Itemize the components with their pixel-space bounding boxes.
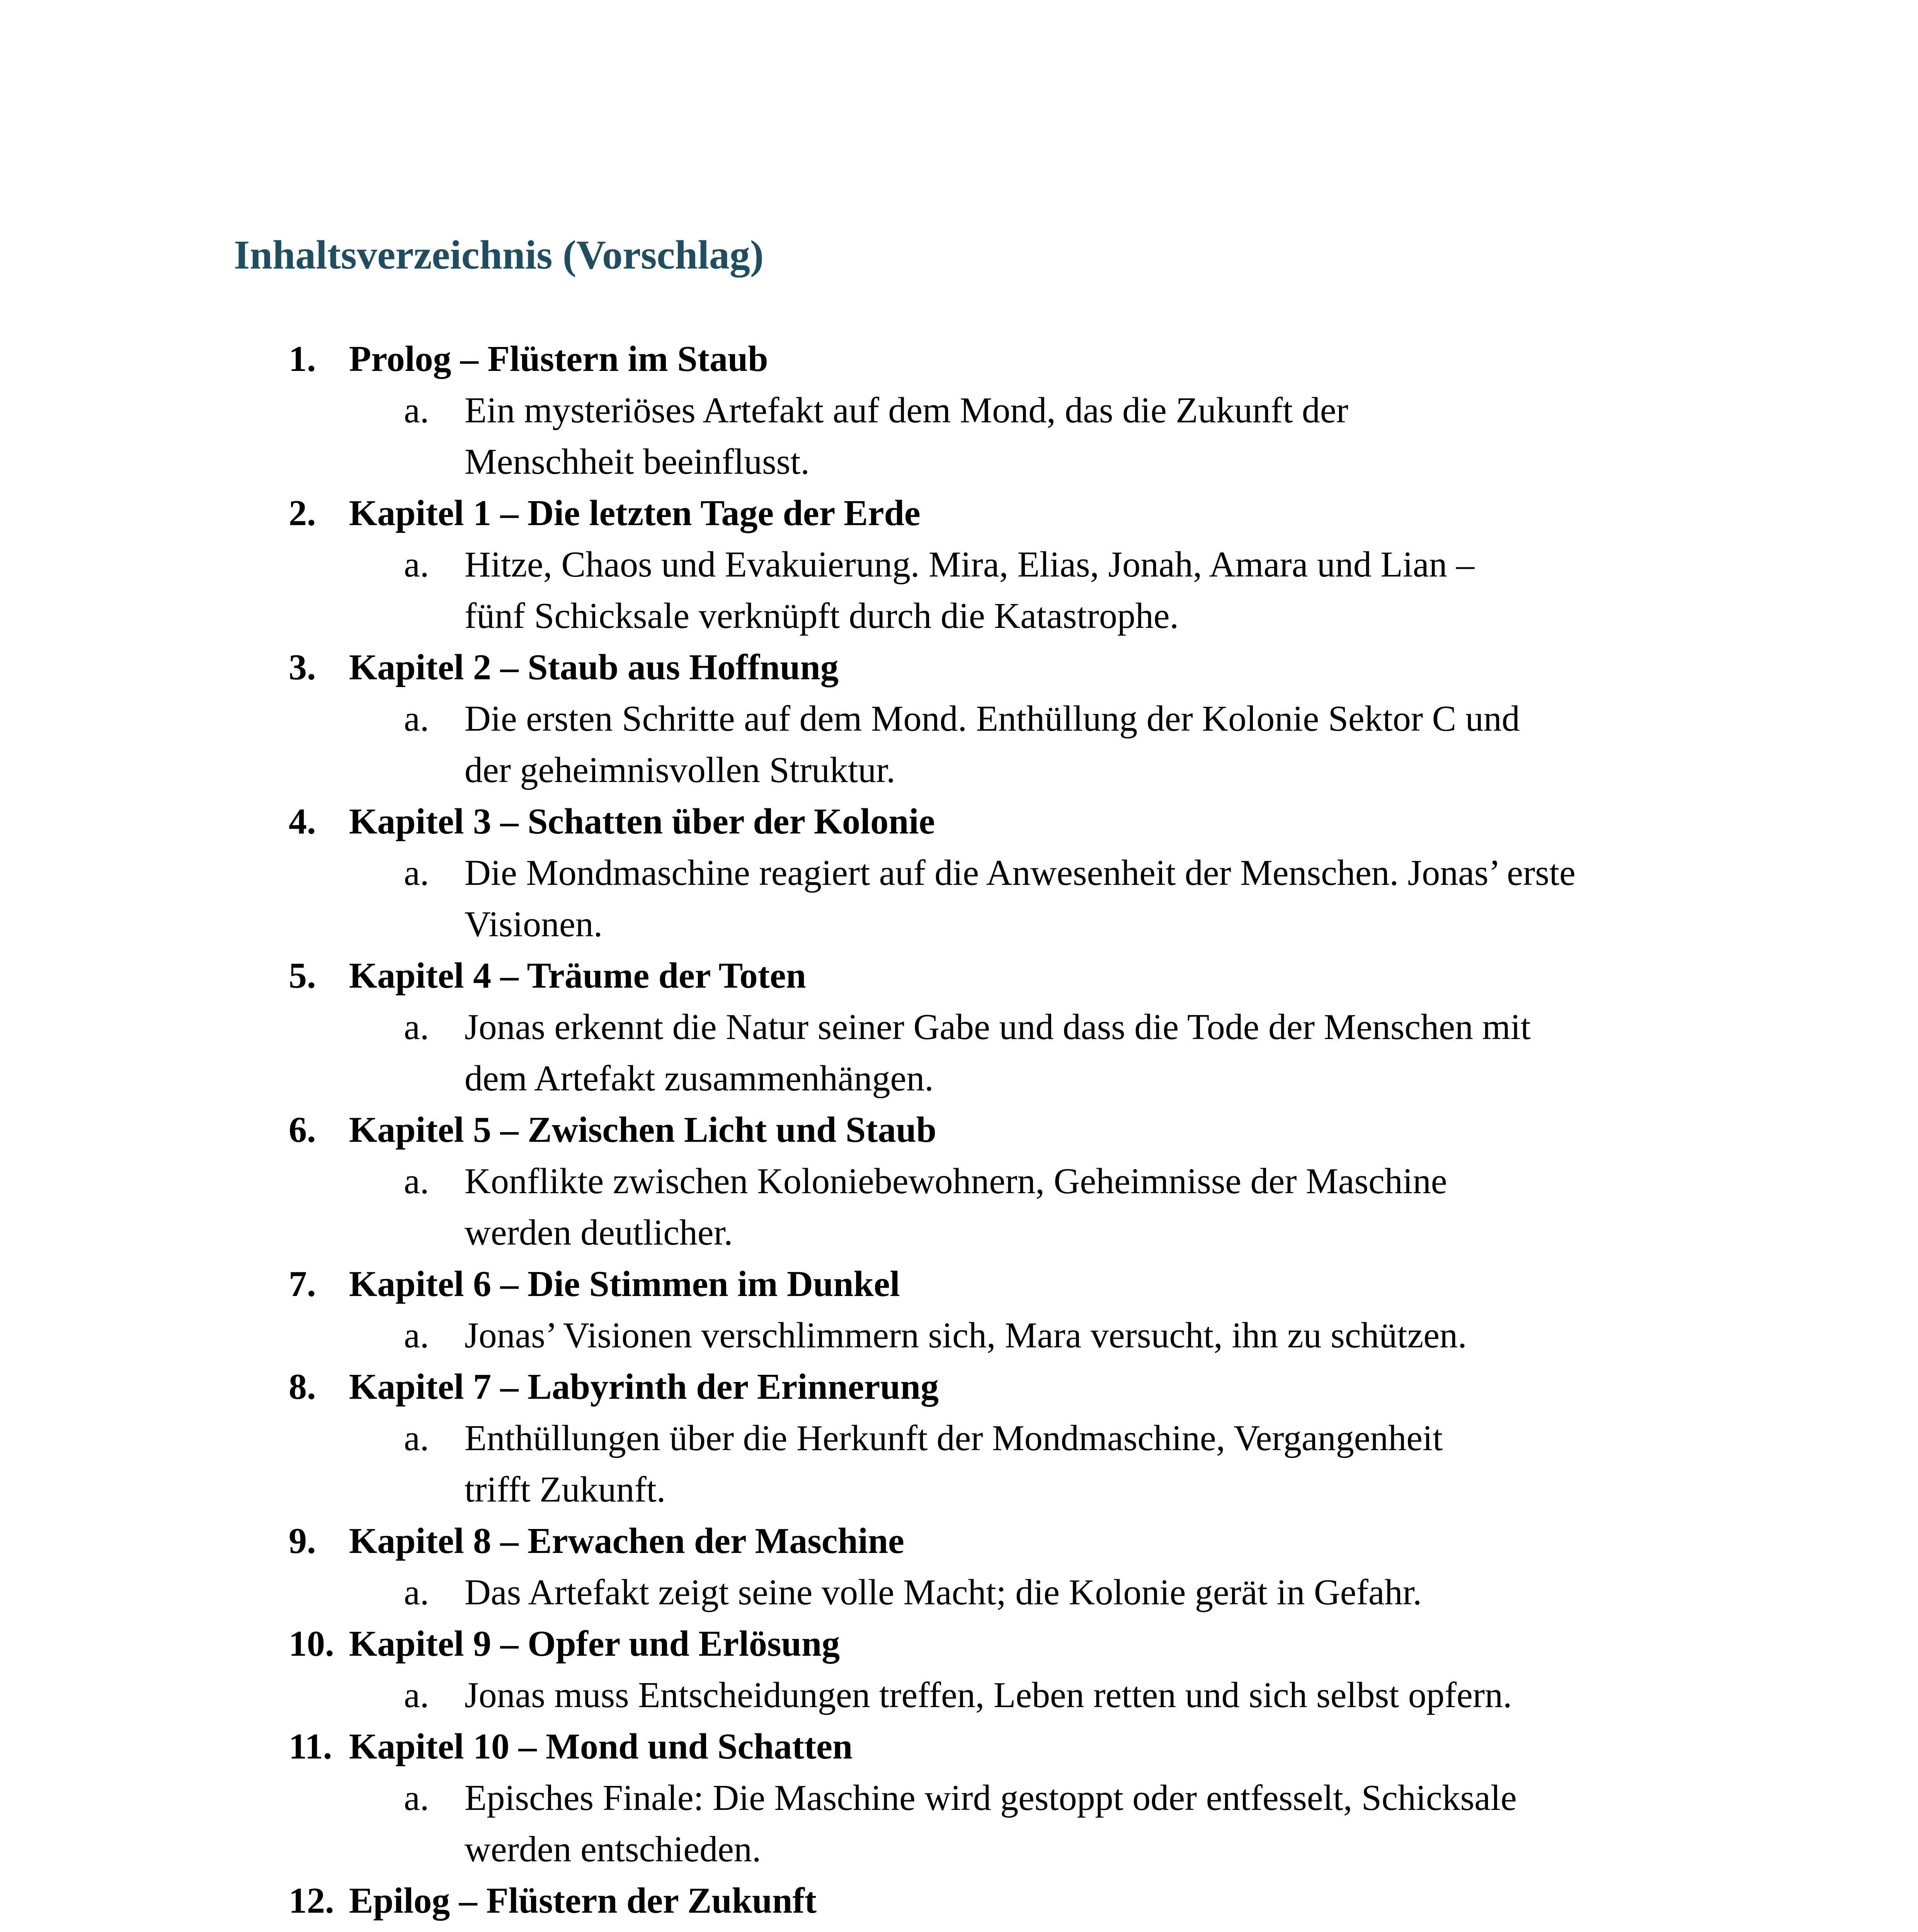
toc-entry — [0, 1721, 1918, 1875]
chapter-title: Kapitel 4 – Träume der Toten — [349, 956, 806, 996]
summary-line: Jonas muss Entscheidungen treffen, Leben retten und sich selbst opfern. — [465, 1675, 1512, 1715]
chapter-number: 12. — [289, 1881, 334, 1921]
summary-line: Ein mysteriöses Artefakt auf dem Mond, das die Zukunft der — [465, 390, 1348, 430]
summary-marker: a. — [404, 699, 429, 739]
summary-line: Menschheit beeinflusst. — [465, 442, 810, 482]
summary-text — [465, 1567, 1701, 1618]
chapter-summary — [0, 1310, 1918, 1361]
chapter-title: Kapitel 3 – Schatten über der Kolonie — [349, 801, 935, 842]
summary-marker: a. — [404, 1675, 429, 1715]
summary-line: Episches Finale: Die Maschine wird gestoppt oder entfesselt, Schicksale — [465, 1778, 1517, 1818]
toc-entry — [0, 1104, 1918, 1259]
summary-marker: a. — [404, 1778, 429, 1818]
chapter-summary — [0, 1002, 1918, 1104]
toc-entry — [0, 333, 1918, 488]
summary-text — [465, 1002, 1701, 1104]
chapter-title: Kapitel 2 – Staub aus Hoffnung — [349, 647, 839, 687]
chapter-number: 1. — [289, 339, 316, 379]
chapter-title: Kapitel 5 – Zwischen Licht und Staub — [349, 1110, 937, 1150]
chapter-number: 3. — [289, 647, 316, 687]
summary-text — [465, 1927, 1701, 1932]
chapter-number: 11. — [289, 1726, 332, 1767]
summary-line: Jonas erkennt die Natur seiner Gabe und dass die Tode der Menschen mit — [465, 1007, 1531, 1047]
toc-entry — [0, 642, 1918, 796]
summary-line: Visionen. — [465, 904, 603, 944]
table-of-contents — [0, 333, 1918, 1932]
summary-marker: a. — [404, 544, 429, 585]
summary-text — [465, 539, 1701, 642]
chapter-heading — [0, 642, 1918, 693]
chapter-number: 7. — [289, 1264, 316, 1304]
summary-marker: a. — [404, 1572, 429, 1612]
summary-line: werden entschieden. — [465, 1829, 761, 1869]
summary-text — [465, 847, 1701, 950]
chapter-number: 5. — [289, 956, 316, 996]
chapter-title: Kapitel 6 – Die Stimmen im Dunkel — [349, 1264, 900, 1304]
chapter-heading — [0, 333, 1918, 385]
summary-line: fünf Schicksale verknüpft durch die Katastrophe. — [465, 596, 1179, 636]
chapter-title: Epilog – Flüstern der Zukunft — [349, 1881, 817, 1921]
summary-marker: a. — [404, 1161, 429, 1201]
toc-entry — [0, 950, 1918, 1104]
chapter-title: Kapitel 1 – Die letzten Tage der Erde — [349, 493, 921, 533]
chapter-heading — [0, 1515, 1918, 1567]
chapter-summary — [0, 1567, 1918, 1618]
toc-entry — [0, 1515, 1918, 1618]
page-title: Inhaltsverzeichnis (Vorschlag) — [234, 232, 764, 277]
summary-text — [465, 1310, 1701, 1361]
summary-text — [465, 1413, 1701, 1515]
summary-marker — [404, 1927, 429, 1932]
summary-text — [465, 1670, 1701, 1721]
chapter-heading — [0, 1721, 1918, 1772]
chapter-title: Kapitel 10 – Mond und Schatten — [349, 1726, 853, 1767]
chapter-title: Prolog – Flüstern im Staub — [349, 339, 768, 379]
summary-line: Die ersten Schritte auf dem Mond. Enthüllung der Kolonie Sektor C und — [465, 699, 1520, 739]
chapter-number: 4. — [289, 801, 316, 842]
summary-line — [465, 1927, 1701, 1932]
chapter-number: 9. — [289, 1521, 316, 1561]
toc-entry — [0, 1875, 1918, 1932]
toc-entry — [0, 1361, 1918, 1515]
summary-marker: a. — [404, 853, 429, 893]
summary-marker: a. — [404, 1315, 429, 1355]
chapter-title: Kapitel 8 – Erwachen der Maschine — [349, 1521, 904, 1561]
toc-entry — [0, 488, 1918, 642]
chapter-summary — [0, 693, 1918, 796]
chapter-summary — [0, 385, 1918, 488]
summary-line: Jonas’ Visionen verschlimmern sich, Mara versucht, ihn zu schützen. — [465, 1315, 1467, 1355]
summary-line: der geheimnisvollen Struktur. — [465, 750, 895, 790]
chapter-heading — [0, 950, 1918, 1002]
summary-text — [465, 1156, 1701, 1259]
chapter-summary — [0, 539, 1918, 642]
chapter-title: Kapitel 9 – Opfer und Erlösung — [349, 1624, 840, 1664]
summary-text — [465, 385, 1701, 488]
summary-line: dem Artefakt zusammenhängen. — [465, 1058, 934, 1099]
chapter-summary — [0, 1927, 1918, 1932]
summary-line: werden deutlicher. — [465, 1213, 733, 1253]
chapter-summary — [0, 847, 1918, 950]
summary-line: Die Mondmaschine reagiert auf die Anwesenheit der Menschen. Jonas’ erste — [465, 853, 1576, 893]
chapter-summary — [0, 1413, 1918, 1515]
chapter-title: Kapitel 7 – Labyrinth der Erinnerung — [349, 1367, 939, 1407]
summary-line: trifft Zukunft. — [465, 1469, 666, 1510]
chapter-number: 2. — [289, 493, 316, 533]
chapter-summary — [0, 1670, 1918, 1721]
toc-entry — [0, 1259, 1918, 1361]
summary-line: Konflikte zwischen Koloniebewohnern, Geheimnisse der Maschine — [465, 1161, 1447, 1201]
chapter-summary — [0, 1772, 1918, 1875]
toc-entry — [0, 1618, 1918, 1721]
summary-line: Enthüllungen über die Herkunft der Mondmaschine, Vergangenheit — [465, 1418, 1443, 1458]
summary-marker: a. — [404, 390, 429, 430]
chapter-number: 8. — [289, 1367, 316, 1407]
chapter-number: 10. — [289, 1624, 334, 1664]
summary-text — [465, 693, 1701, 796]
chapter-heading — [0, 1618, 1918, 1670]
summary-line: Hitze, Chaos und Evakuierung. Mira, Elias, Jonah, Amara und Lian – — [465, 544, 1475, 585]
chapter-heading — [0, 488, 1918, 539]
chapter-number: 6. — [289, 1110, 316, 1150]
chapter-summary — [0, 1156, 1918, 1259]
summary-line: Das Artefakt zeigt seine volle Macht; die Kolonie gerät in Gefahr. — [465, 1572, 1422, 1612]
chapter-heading — [0, 1361, 1918, 1413]
chapter-heading — [0, 1259, 1918, 1310]
chapter-heading — [0, 796, 1918, 847]
chapter-heading — [0, 1875, 1918, 1927]
summary-text — [465, 1772, 1701, 1875]
toc-entry — [0, 796, 1918, 950]
chapter-heading — [0, 1104, 1918, 1156]
summary-marker: a. — [404, 1418, 429, 1458]
summary-marker: a. — [404, 1007, 429, 1047]
